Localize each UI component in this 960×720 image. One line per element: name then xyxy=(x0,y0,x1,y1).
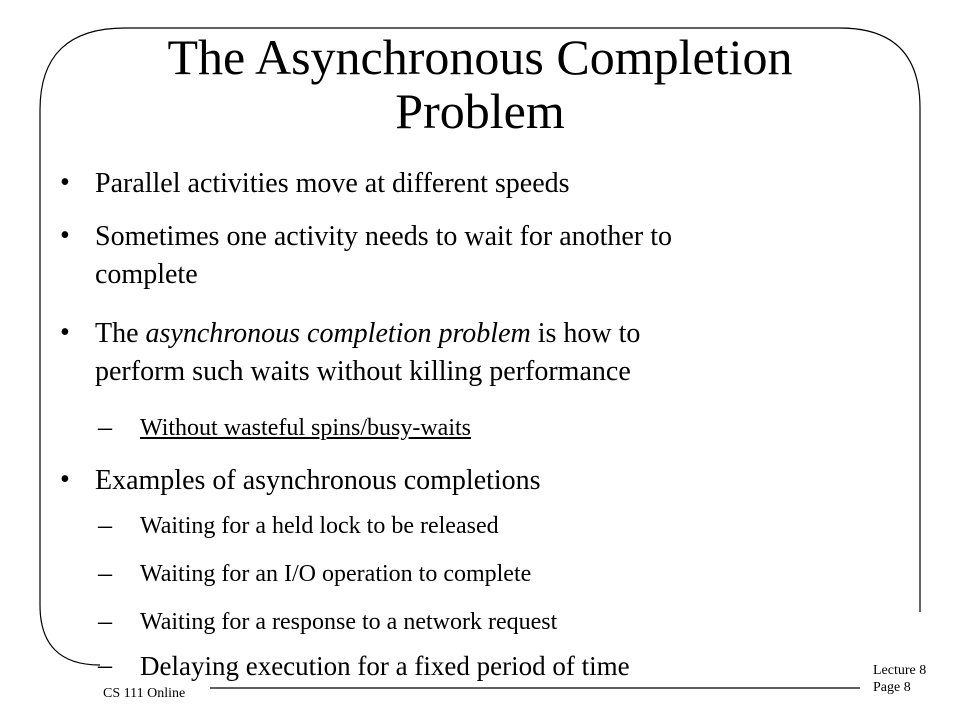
bullet-item xyxy=(60,165,570,203)
page-info xyxy=(873,662,926,696)
dash-icon: – xyxy=(98,606,112,637)
bullet-text: Examples of asynchronous completions xyxy=(95,465,541,496)
sub-bullet-item xyxy=(60,558,531,590)
dash-icon: – xyxy=(98,650,112,681)
bullet-icon: • xyxy=(60,220,70,251)
bullet-text-continued: perform such waits without killing performance xyxy=(95,356,631,387)
sub-bullet-item xyxy=(60,606,557,638)
sub-bullet-text: Waiting for a response to a network request xyxy=(140,609,558,635)
title-line-1: The Asynchronous Completion xyxy=(167,29,793,85)
bullet-item xyxy=(60,315,640,391)
sub-bullet-item xyxy=(60,412,471,444)
dash-icon: – xyxy=(98,510,112,541)
dash-icon: – xyxy=(98,412,112,443)
sub-bullet-text: Waiting for a held lock to be released xyxy=(140,513,499,539)
sub-bullet-text: Waiting for an I/O operation to complete xyxy=(140,561,532,587)
slide-title xyxy=(60,30,900,138)
bullet-text: Parallel activities move at different speeds xyxy=(95,168,570,199)
lecture-label: Lecture 8 xyxy=(873,663,927,678)
bullet-item xyxy=(60,462,541,500)
bullet-icon: • xyxy=(60,167,70,198)
bullet-icon: • xyxy=(60,464,70,495)
bullet-text: is how to xyxy=(530,318,641,349)
sub-bullet-item xyxy=(60,650,630,682)
course-label: CS 111 Online xyxy=(103,686,186,701)
bullet-text: Sometimes one activity needs to wait for another to xyxy=(95,221,672,252)
bullet-text-continued: complete xyxy=(95,259,198,290)
sub-bullet-item xyxy=(60,510,499,542)
page-label: Page 8 xyxy=(873,680,911,695)
sub-bullet-text: Without wasteful spins/busy-waits xyxy=(140,415,472,441)
dash-icon: – xyxy=(98,558,112,589)
bullet-icon: • xyxy=(60,317,70,348)
title-line-2: Problem xyxy=(395,83,565,139)
bullet-text: The xyxy=(95,318,146,349)
bullet-item xyxy=(60,218,672,294)
sub-bullet-text: Delaying execution for a fixed period of time xyxy=(140,651,630,681)
emphasized-term: asynchronous completion problem xyxy=(145,318,531,349)
